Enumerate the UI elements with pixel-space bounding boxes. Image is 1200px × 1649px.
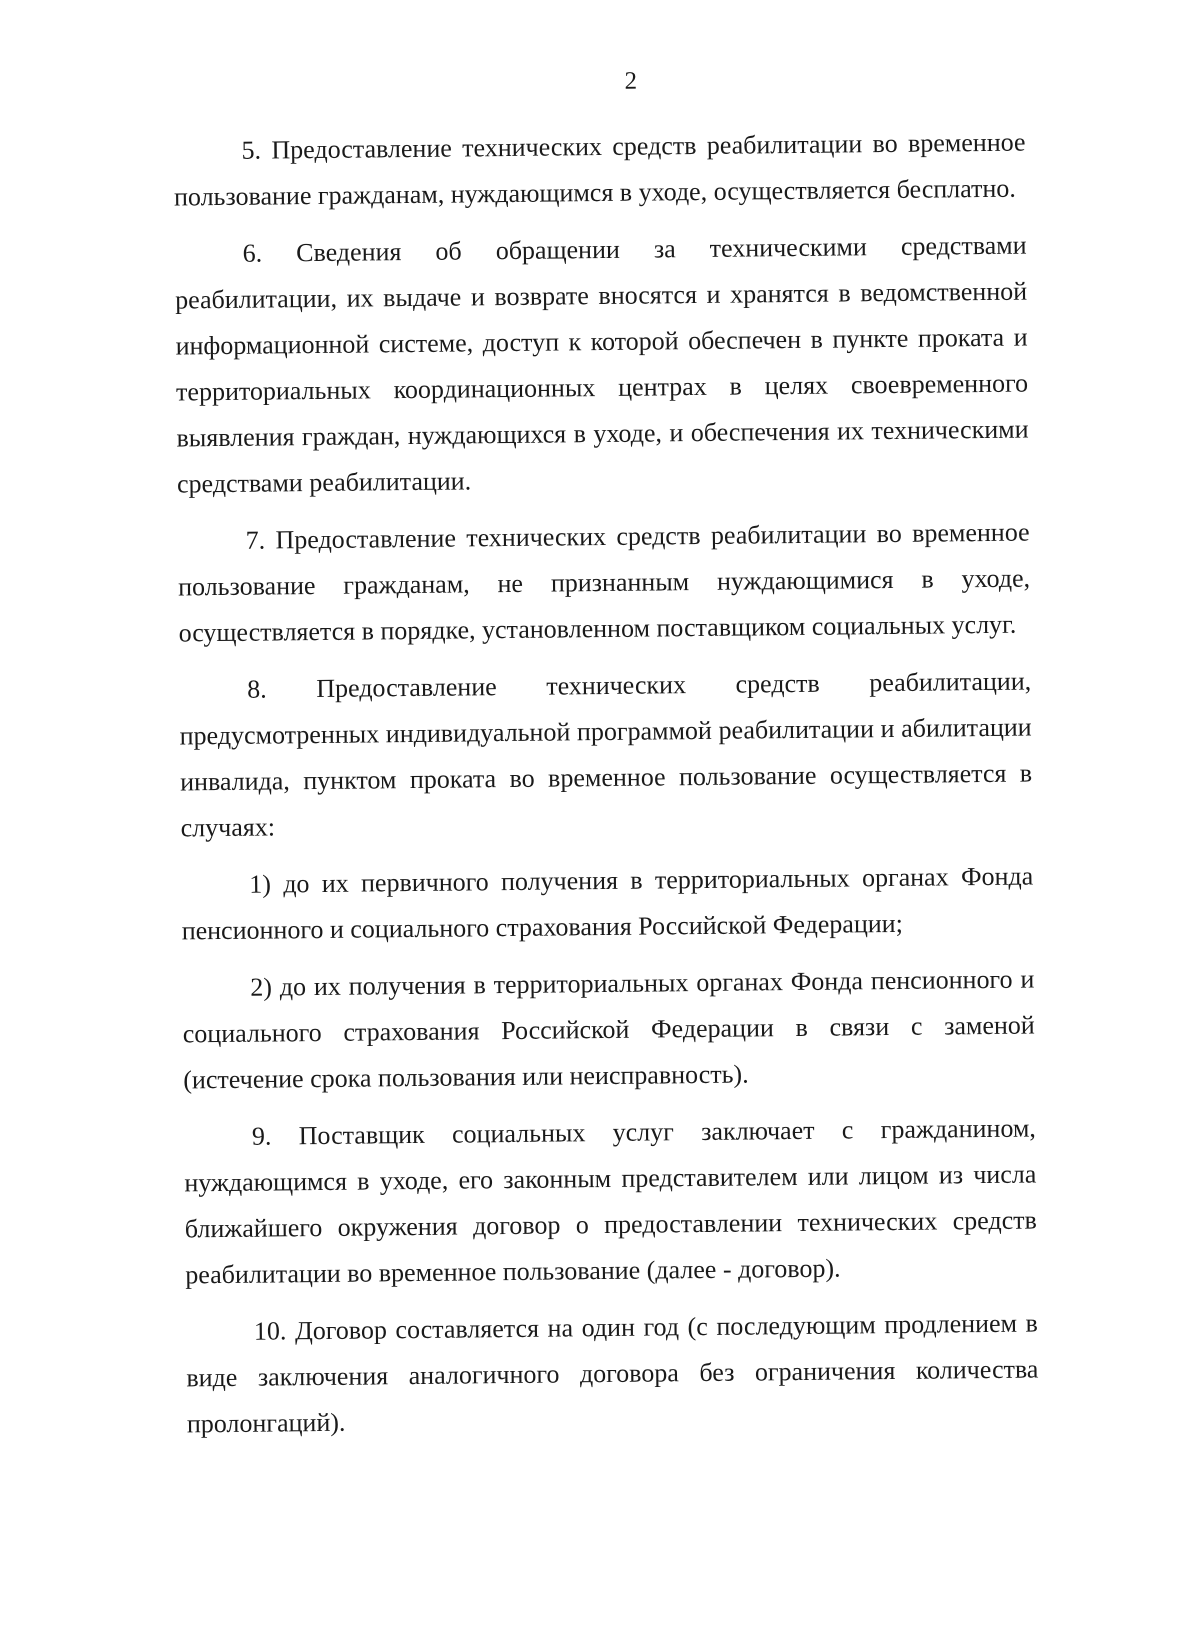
paragraph-6: 6. Сведения об обращении за техническими средствами реабилитации, их выдаче и возврате вносятся и хранятся в ведомственной информационной системе, доступ к которой обеспечен в пункте проката и территориальных координационных центрах в целях своевременного выявления граждан, нуждающихся в уходе, и обеспечения их техническими средствами реабилитации. (174, 230, 1029, 499)
paragraph-10: 10. Договор составляется на один год (с последующим продлением в виде заключения аналогичного договора без ограничения количества пролонгаций). (186, 1308, 1039, 1439)
page-number: 2 (624, 67, 638, 95)
paragraph-8-item-2: 2) до их получения в территориальных органах Фонда пенсионного и социального страхования Российской Федерации в связи с заменой (истечение срока пользования или неисправность). (182, 964, 1035, 1095)
paragraph-5: 5. Предоставление технических средств реабилитации во временное пользование гражданам, нуждающимся в уходе, осуществляется бесплатно. (173, 127, 1026, 212)
paragraph-8: 8. Предоставление технических средств реабилитации, предусмотренных индивидуальной программой реабилитации и абилитации инвалида, пунктом проката во временное пользование осуществляется в случаях: (179, 666, 1033, 843)
paragraph-7: 7. Предоставление технических средств реабилитации во временное пользование гражданам, не признанным нуждающимися в уходе, осуществляется в порядке, установленном поставщиком социальных услуг. (177, 517, 1031, 648)
paragraph-9: 9. Поставщик социальных услуг заключает с гражданином, нуждающимся в уходе, его законным представителем или лицом из числа ближайшего окружения договор о предоставлении технических средств реабилитации во временное пользование (далее - договор). (184, 1113, 1037, 1290)
document-body (173, 120, 1039, 1448)
paragraph-8-item-1: 1) до их первичного получения в территориальных органах Фонда пенсионного и социального страхования Российской Федерации; (181, 861, 1034, 946)
